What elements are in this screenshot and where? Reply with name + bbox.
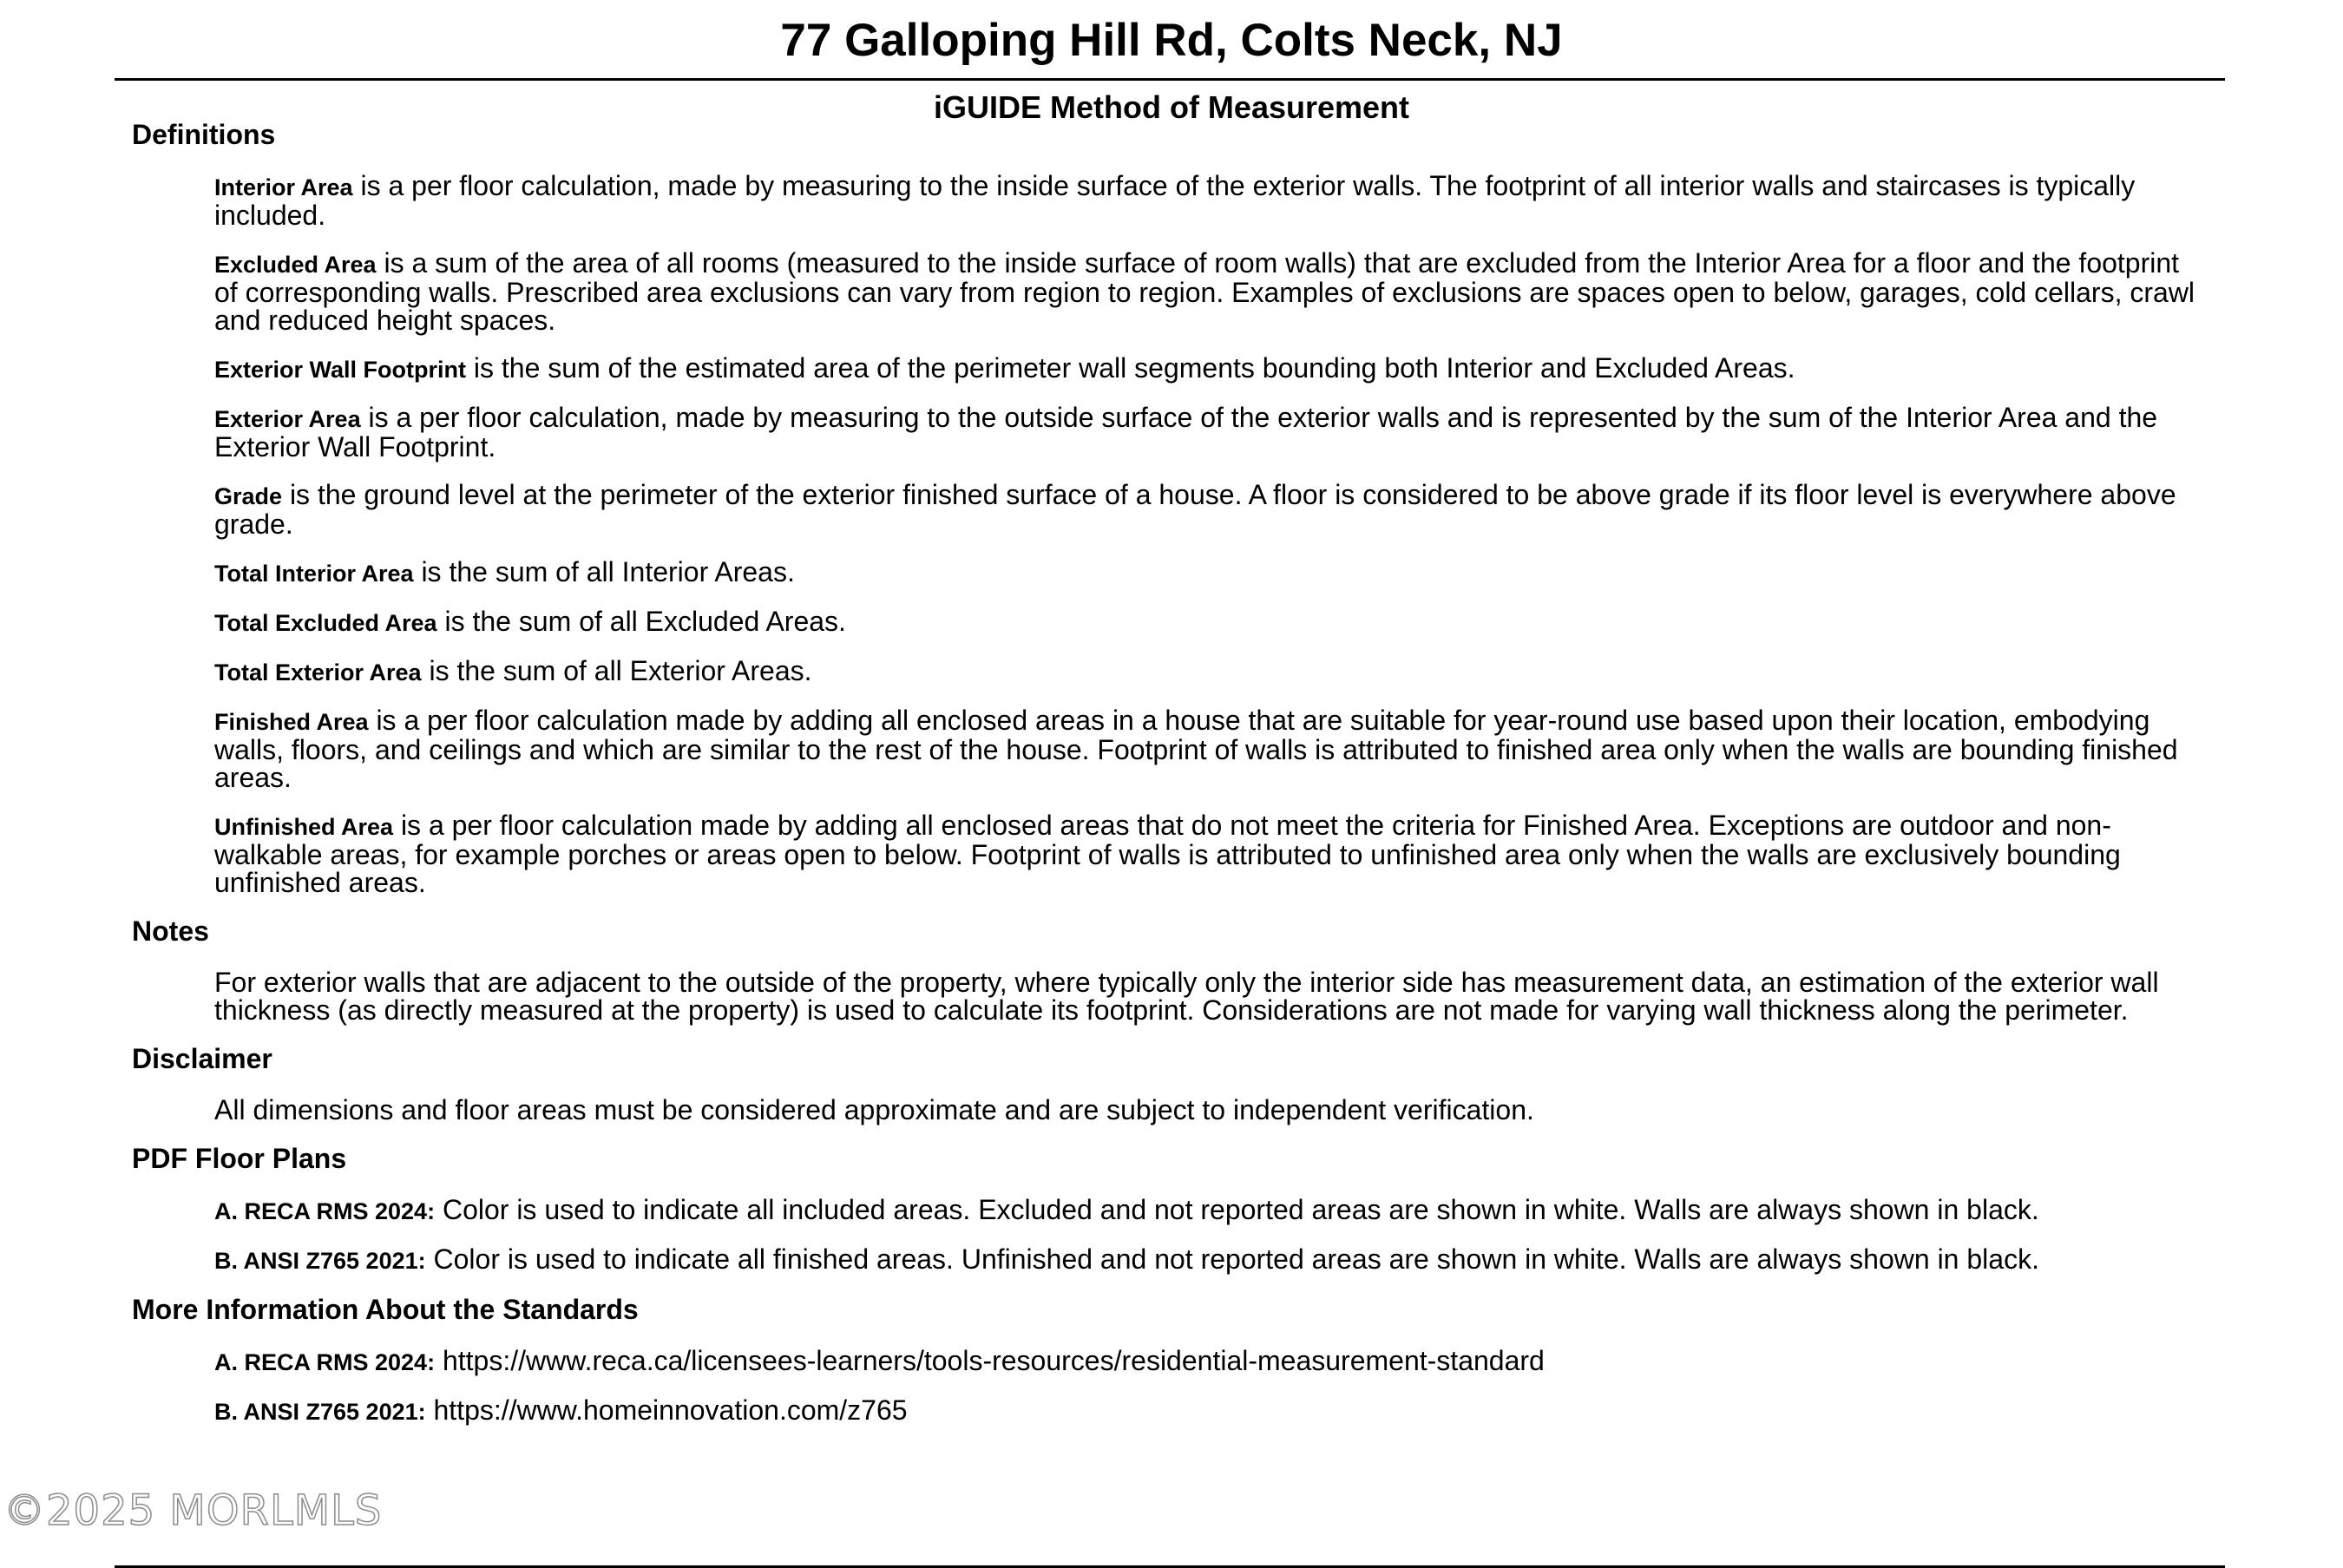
page-title: 77 Galloping Hill Rd, Colts Neck, NJ: [780, 15, 1563, 66]
floor-plan-text: Color is used to indicate all included areas. Excluded and not reported areas are shown in white. Walls are always shown in black.: [435, 1194, 2039, 1225]
disclaimer-text: All dimensions and floor areas must be considered approximate and are subject to independent verification.: [214, 1094, 1534, 1125]
standard-url: https://www.reca.ca/licensees-learners/tools-resources/residential-measurement-standard: [435, 1345, 1545, 1376]
more-info-list: [214, 1347, 2202, 1426]
definition-term: Exterior Area: [214, 406, 361, 432]
definition-term: Total Exterior Area: [214, 659, 422, 686]
notes-text: For exterior walls that are adjacent to the outside of the property, where typically only the interior side has measurement data, an estimation of the exterior wall thickness (as directly measured at the property) is used to calculate its footprint. Considerations are not made for varying wall thickness along the perimeter.: [214, 967, 2159, 1026]
disclaimer-body: [214, 1096, 2202, 1124]
pdf-floor-plans-list: [214, 1196, 2202, 1275]
definition-text: is a per floor calculation, made by measuring to the inside surface of the exterior walls. The footprint of all interior walls and staircases is typically included.: [214, 170, 2136, 231]
floor-plan-item: [214, 1196, 2202, 1225]
definition-text: is the sum of all Exterior Areas.: [421, 655, 812, 686]
definition-item: [214, 706, 2202, 791]
definition-text: is the sum of the estimated area of the perimeter wall segments bounding both Interior and Excluded Areas.: [466, 352, 1795, 384]
floor-plan-text: Color is used to indicate all finished areas. Unfinished and not reported areas are shown in white. Walls are always shown in black.: [425, 1243, 2039, 1275]
definition-term: Finished Area: [214, 709, 369, 735]
definition-term: Exterior Wall Footprint: [214, 357, 466, 383]
disclaimer-heading: Disclaimer: [132, 1043, 272, 1074]
header-divider: [115, 78, 2225, 81]
standard-label: A. RECA RMS 2024:: [214, 1198, 436, 1224]
definition-text: is the ground level at the perimeter of the exterior finished surface of a house. A floor is considered to be above grade if its floor level is everywhere above grade.: [214, 479, 2176, 540]
page-subtitle: iGUIDE Method of Measurement: [933, 89, 1410, 125]
standard-link-item: [214, 1347, 2202, 1376]
definition-text: is the sum of all Excluded Areas.: [436, 606, 846, 637]
definitions-heading: Definitions: [132, 119, 276, 150]
definition-item: [214, 607, 2202, 637]
definition-item: [214, 354, 2202, 384]
definition-text: is a per floor calculation, made by measuring to the outside surface of the exterior walls and is represented by the sum of the Interior Area and the Exterior Wall Footprint.: [214, 402, 2158, 463]
definitions-list: [214, 172, 2202, 896]
definition-item: [214, 558, 2202, 587]
standard-label: B. ANSI Z765 2021:: [214, 1399, 426, 1425]
standard-link-item: [214, 1396, 2202, 1426]
definition-item: [214, 172, 2202, 229]
definition-text: is a per floor calculation made by adding all enclosed areas that do not meet the criteria for Finished Area. Exceptions are outdoor and non-walkable areas, for example porches or areas open to below. Footprint of walls is attributed to unfinished area only when the walls are exclusively bounding unfinished areas.: [214, 810, 2121, 898]
floor-plan-item: [214, 1245, 2202, 1275]
definition-term: Grade: [214, 483, 283, 509]
definition-term: Unfinished Area: [214, 814, 394, 840]
notes-heading: Notes: [132, 915, 209, 947]
definition-item: [214, 403, 2202, 461]
document-body: [132, 117, 2215, 1426]
pdf-floor-plans-heading: PDF Floor Plans: [132, 1143, 347, 1174]
standard-label: A. RECA RMS 2024:: [214, 1349, 436, 1375]
definition-item: [214, 249, 2202, 334]
definition-text: is a sum of the area of all rooms (measured to the inside surface of room walls) that are excluded from the Interior Area for a floor and the footprint of corresponding walls. Prescribed area exclusions can vary from region to region. Examples of exclusions are spaces open to below, garages, cold cellars, crawl and reduced height spaces.: [214, 247, 2195, 336]
definition-term: Total Excluded Area: [214, 610, 437, 636]
definition-term: Excluded Area: [214, 252, 377, 278]
definition-item: [214, 657, 2202, 686]
standard-label: B. ANSI Z765 2021:: [214, 1248, 426, 1274]
definition-item: [214, 811, 2202, 896]
definition-term: Interior Area: [214, 174, 353, 200]
standard-url: https://www.homeinnovation.com/z765: [425, 1394, 908, 1426]
copyright-watermark: ©2025 MORLMLS: [3, 1486, 383, 1535]
definition-text: is the sum of all Interior Areas.: [413, 556, 795, 587]
more-info-heading: More Information About the Standards: [132, 1294, 639, 1325]
definition-term: Total Interior Area: [214, 561, 414, 587]
definition-item: [214, 481, 2202, 538]
notes-body: [214, 968, 2202, 1024]
definition-text: is a per floor calculation made by adding all enclosed areas in a house that are suitable for year-round use based upon their location, embodying walls, floors, and ceilings and which are similar to the rest of the house. Footprint of walls is attributed to finished area only when the walls are bounding finished areas.: [214, 705, 2178, 793]
